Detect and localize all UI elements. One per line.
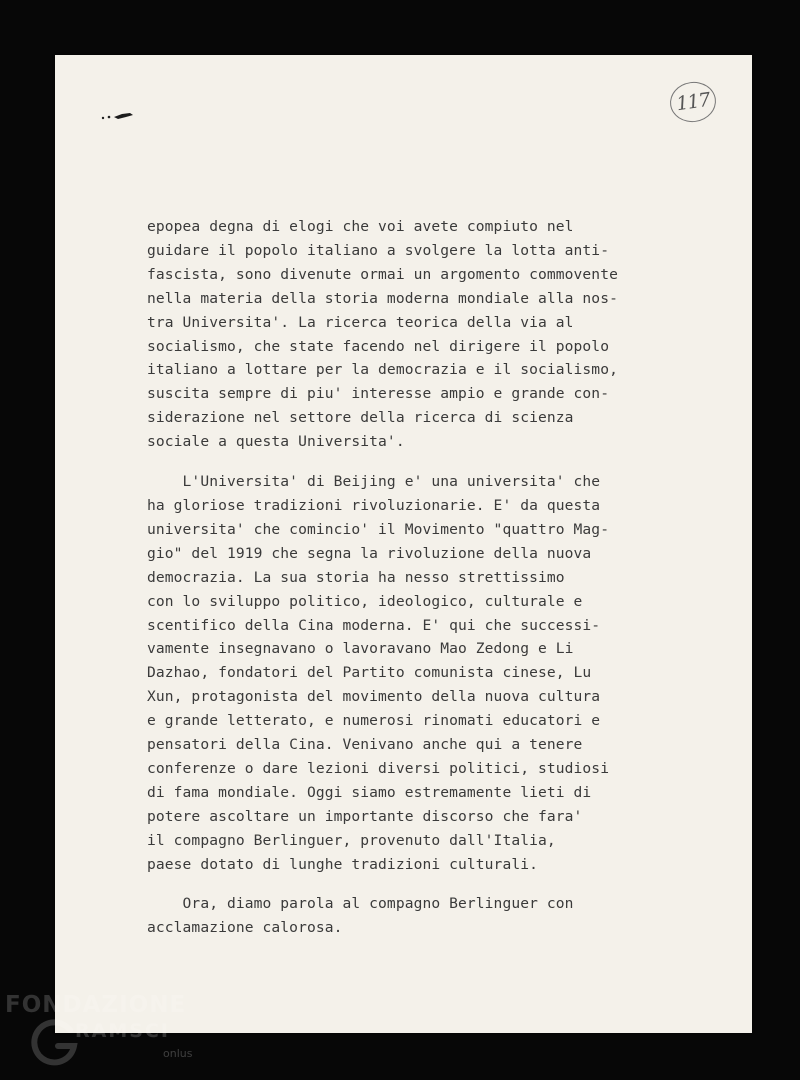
- text-line: Dazhao, fondatori del Partito comunista cinese, Lu: [147, 664, 592, 682]
- watermark-line3: onlus: [163, 1047, 193, 1060]
- paragraph: [147, 215, 677, 454]
- text-line: gio" del 1919 che segna la rivoluzione della nuova: [147, 544, 592, 562]
- text-line: epopea degna di elogi che voi avete compiuto nel: [147, 218, 574, 235]
- text-line: italiano a lottare per la democrazia e il socialismo,: [147, 361, 618, 379]
- text-line: fascista, sono divenute ormai un argomento commovente: [147, 265, 618, 283]
- text-line: universita' che comincio' il Movimento "quattro Mag-: [147, 520, 610, 538]
- text-line: vamente insegnavano o lavoravano Mao Zedong e Li: [147, 640, 574, 658]
- paragraph: [147, 470, 677, 876]
- text-line: potere ascoltare un importante discorso che fara': [147, 807, 583, 825]
- document-body: [147, 215, 677, 956]
- watermark-line1: FONDAZIONE: [5, 992, 187, 1018]
- watermark-line2: RAMSCI: [75, 1020, 170, 1042]
- text-line: guidare il popolo italiano a svolgere la lotta anti-: [147, 241, 610, 259]
- text-line: siderazione nel settore della ricerca di scienza: [147, 409, 574, 427]
- text-line: Xun, protagonista del movimento della nuova cultura: [147, 688, 601, 706]
- text-line: suscita sempre di piu' interesse ampio e grande con-: [147, 385, 610, 403]
- text-line: ha gloriose tradizioni rivoluzionarie. E' da questa: [147, 496, 601, 514]
- text-line: democrazia. La sua storia ha nesso strettissimo: [147, 568, 565, 586]
- paragraph: [147, 892, 677, 940]
- text-line: con lo sviluppo politico, ideologico, culturale e: [147, 592, 583, 610]
- text-line: il compagno Berlinguer, provenuto dall'Italia,: [147, 831, 556, 849]
- text-line: pensatori della Cina. Venivano anche qui a tenere: [147, 736, 583, 754]
- page-number: 117: [674, 88, 711, 116]
- watermark-logo: [0, 990, 220, 1080]
- text-line: nella materia della storia moderna mondiale alla nos-: [147, 289, 618, 307]
- text-line: paese dotato di lunghe tradizioni culturali.: [147, 855, 538, 873]
- text-line: Ora, diamo parola al compagno Berlinguer con: [147, 895, 574, 913]
- text-line: L'Universita' di Beijing e' una universita' che: [147, 473, 601, 491]
- text-line: e grande letterato, e numerosi rinomati educatori e: [147, 712, 601, 730]
- text-line: acclamazione calorosa.: [147, 919, 343, 937]
- text-line: conferenze o dare lezioni diversi politici, studiosi: [147, 759, 610, 777]
- text-line: scentifico della Cina moderna. E' qui che successi-: [147, 616, 601, 634]
- text-line: tra Universita'. La ricerca teorica della via al: [147, 313, 574, 331]
- text-line: socialismo, che state facendo nel dirigere il popolo: [147, 337, 610, 355]
- ink-speck-mark: [100, 110, 138, 122]
- text-line: sociale a questa Universita'.: [147, 433, 405, 451]
- text-line: di fama mondiale. Oggi siamo estremamente lieti di: [147, 783, 592, 801]
